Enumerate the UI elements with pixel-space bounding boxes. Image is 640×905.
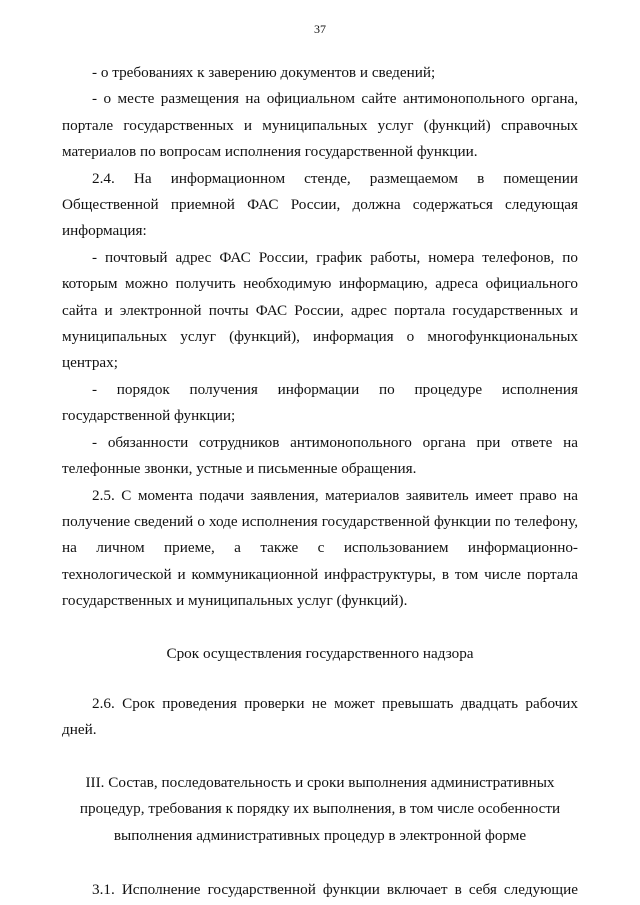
paragraph-postal-address: - почтовый адрес ФАС России, график работы, номера телефонов, по которым можно получить необходимую информацию, адреса официального сайта и электронной почты ФАС России, адрес портала государственных и муниципальных услуг (функций), информация о многофункциональных центрах; [62, 248, 578, 372]
paragraph-2-5-application-status: 2.5. С момента подачи заявления, материалов заявитель имеет право на получение сведений о ходе исполнения государственной функции по телефону, на личном приеме, а также с использованием информационно-технологической и коммуникационной инфраструктуры, в том числе портала государственных и муниципальных услуг (функций). [62, 486, 578, 610]
spacer [62, 744, 578, 770]
section-heading-iii-line2: процедур, требования к порядку их выполнения, в том числе особенности [79, 800, 561, 818]
page-number: 37 [314, 22, 326, 36]
section-heading-iii-line1: III. Состав, последовательность и сроки выполнения административных [85, 773, 555, 791]
paragraph-website-materials: - о месте размещения на официальном сайте антимонопольного органа, портале государственных и муниципальных услуг (функций) справочных материалов по вопросам исполнения государственной функции. [62, 90, 578, 161]
paragraph-staff-duties: - обязанности сотрудников антимонопольного органа при ответе на телефонные звонки, устные и письменные обращения. [62, 433, 578, 478]
section-heading-iii-line3: выполнения административных процедур в электронной форме [113, 826, 527, 844]
paragraph-3-1-function-includes: 3.1. Исполнение государственной функции включает в себя следующие [92, 880, 578, 898]
section-heading-supervision-term: Срок осуществления государственного надзора [166, 644, 474, 662]
spacer [62, 667, 578, 691]
spacer [62, 849, 578, 877]
spacer [62, 615, 578, 641]
paragraph-info-procedure: - порядок получения информации по процедуре исполнения государственной функции; [62, 380, 578, 425]
paragraph-requirements-certification: - о требованиях к заверению документов и сведений; [92, 64, 436, 81]
document-body [62, 60, 578, 903]
paragraph-2-6-inspection-term: 2.6. Срок проведения проверки не может превышать двадцать рабочих дней. [62, 694, 578, 739]
paragraph-2-4-info-stand: 2.4. На информационном стенде, размещаемом в помещении Общественной приемной ФАС России, должна содержаться следующая информация: [62, 169, 578, 240]
